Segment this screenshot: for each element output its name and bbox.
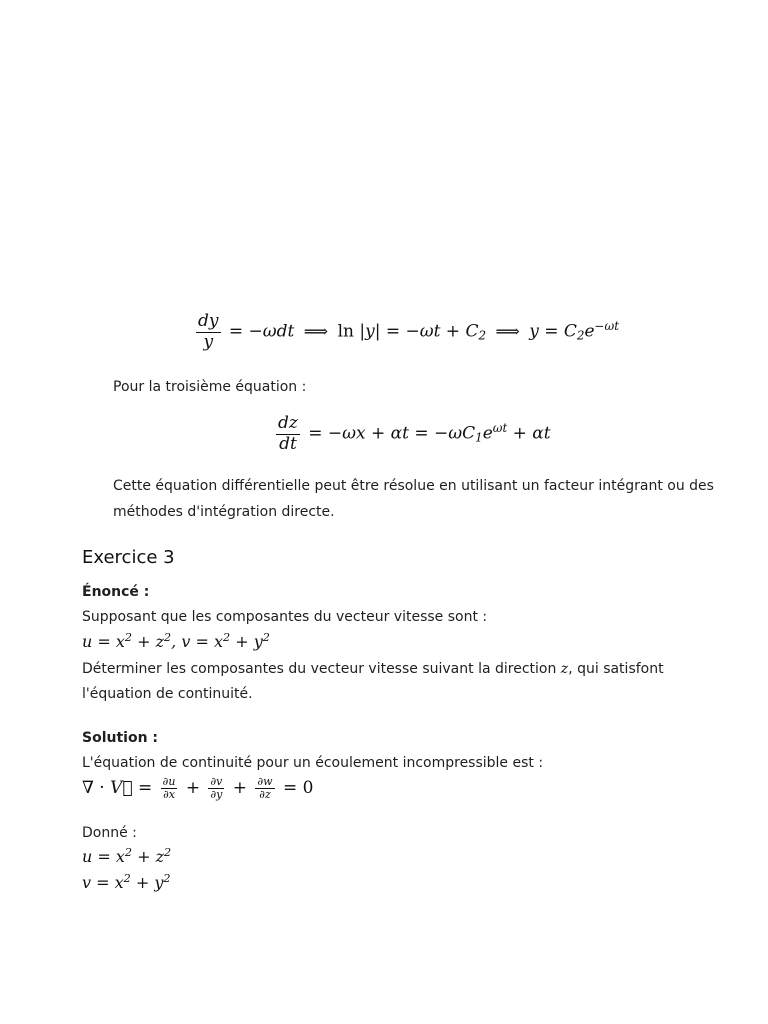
solution-text: L'équation de continuité pour un écoulement incompressible est :: [82, 755, 544, 771]
intro-third-equation: Pour la troisième équation :: [113, 379, 307, 395]
exp-base: e: [482, 423, 493, 444]
equation-part: , v = x: [171, 632, 223, 651]
fraction-denominator: y: [203, 331, 214, 352]
determine-text: Déterminer les composantes du vecteur vitesse suivant la direction: [82, 661, 561, 677]
subscript: 1: [475, 430, 483, 445]
fraction-numerator: dy: [198, 311, 219, 331]
variable-z: z: [560, 661, 569, 677]
donne-label: Donné :: [82, 825, 137, 841]
determine-line: [82, 656, 664, 682]
exponent: 2: [163, 871, 171, 885]
equation-v: [82, 873, 171, 892]
equation-solution: y = C: [529, 321, 577, 342]
fraction-denominator: dt: [279, 433, 297, 454]
solution-label: Solution :: [82, 730, 159, 746]
equation-velocity-components: [82, 632, 270, 651]
exponent: 2: [222, 630, 231, 644]
partial-dv-dy: [208, 776, 224, 801]
equation-abs: |y| = −ωt + C: [359, 321, 479, 342]
exponent: 2: [124, 630, 133, 644]
fraction-numerator: ∂w: [257, 775, 273, 788]
equation-dz-over-dt: [273, 414, 551, 454]
fraction-dy-y: [196, 312, 221, 352]
subscript: 2: [576, 328, 585, 343]
equation-part: + z: [132, 847, 165, 866]
equation-part: u = x: [82, 632, 125, 651]
equals-sign: =: [132, 778, 158, 799]
equation-part: + y: [130, 873, 164, 892]
paragraph-line: méthodes d'intégration directe.: [113, 504, 335, 520]
fraction-denominator: ∂y: [210, 788, 223, 802]
subscript: 2: [478, 328, 487, 343]
determine-text: , qui satisfont: [568, 661, 664, 677]
nabla-operator: ∇ ·: [82, 778, 111, 799]
equation-continuity: [82, 776, 313, 801]
exponent: 2: [124, 845, 133, 859]
equation-dy-over-y: [193, 312, 619, 352]
equation-u: [82, 847, 171, 866]
fraction-denominator: ∂x: [163, 788, 175, 802]
equals-zero: = 0: [282, 778, 314, 799]
fraction-numerator: dz: [278, 413, 298, 433]
equation-part: v = x: [82, 873, 124, 892]
exponent: ωt: [492, 421, 508, 436]
plus-sign: +: [232, 778, 248, 799]
vector-v: V⃗: [110, 778, 133, 799]
partial-du-dx: [161, 776, 178, 801]
equation-rhs: = −ωdt: [228, 321, 295, 342]
exponent: −ωt: [594, 319, 619, 334]
plus-sign: +: [185, 778, 201, 799]
exponent: 2: [164, 630, 172, 644]
equation-part: u = x: [82, 847, 125, 866]
fraction-numerator: ∂v: [210, 775, 223, 788]
exercise-title: Exercice 3: [82, 547, 175, 568]
fraction-denominator: ∂z: [259, 788, 271, 802]
fraction-dz-dt: [276, 414, 300, 454]
implies-symbol: ⟹: [495, 321, 520, 342]
exp-base: e: [584, 321, 595, 342]
partial-dw-dz: [255, 776, 274, 801]
fraction-numerator: ∂u: [162, 775, 176, 788]
equation-tail: + αt: [512, 423, 551, 444]
enonce-text: Supposant que les composantes du vecteur vitesse sont :: [82, 609, 488, 625]
determine-line: l'équation de continuité.: [82, 686, 253, 702]
enonce-label: Énoncé :: [82, 584, 150, 600]
equation-rhs: = −ωx + αt = −ωC: [308, 423, 476, 444]
ln-operator: ln: [337, 321, 354, 342]
paragraph-line: Cette équation différentielle peut être résolue en utilisant un facteur intégrant ou des: [113, 478, 714, 494]
exponent: 2: [123, 871, 131, 885]
implies-symbol: ⟹: [303, 321, 329, 342]
equation-part: + z: [132, 632, 165, 651]
exponent: 2: [262, 630, 270, 644]
equation-part: + y: [230, 632, 263, 651]
exponent: 2: [164, 845, 172, 859]
